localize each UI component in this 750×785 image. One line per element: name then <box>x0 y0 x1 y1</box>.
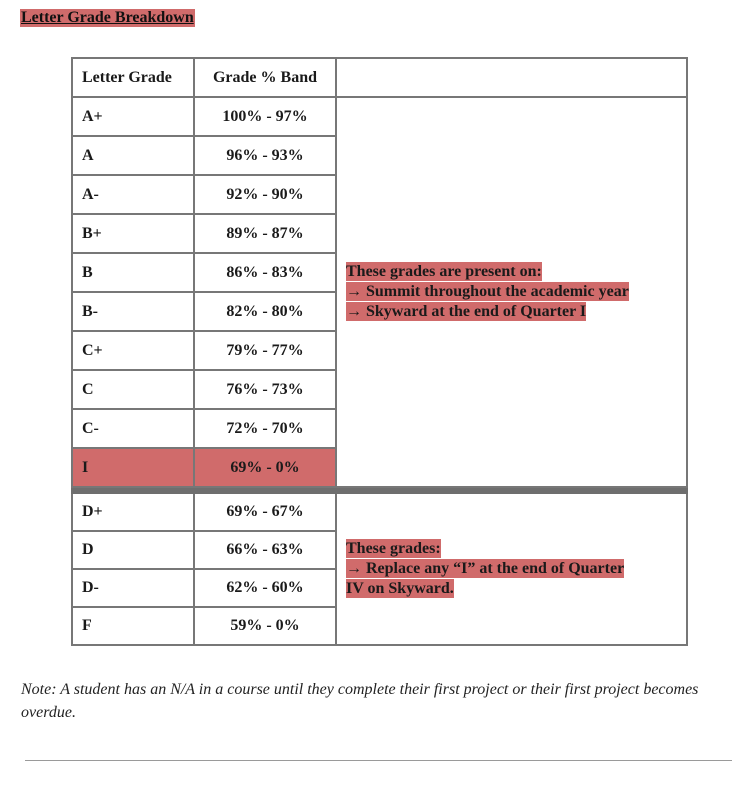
lower-note-line: These grades: <box>346 540 441 557</box>
letter-grade-cell: D+ <box>72 493 194 531</box>
grade-band-cell: 66% - 63% <box>194 531 336 569</box>
grade-table <box>71 57 688 646</box>
table-row <box>72 97 687 136</box>
letter-grade-cell: C- <box>72 409 194 448</box>
grade-band-cell: 79% - 77% <box>194 331 336 370</box>
lower-notes-cell <box>336 493 687 645</box>
grade-band-cell: 82% - 80% <box>194 292 336 331</box>
letter-grade-cell: A+ <box>72 97 194 136</box>
grade-band-cell: 69% - 0% <box>194 448 336 487</box>
grade-band-cell: 89% - 87% <box>194 214 336 253</box>
grade-band-cell: 72% - 70% <box>194 409 336 448</box>
grade-band-cell: 92% - 90% <box>194 175 336 214</box>
upper-note-line: → Skyward at the end of Quarter I <box>346 303 587 320</box>
letter-grade-cell: B- <box>72 292 194 331</box>
letter-grade-cell: D- <box>72 569 194 607</box>
letter-grade-cell: A- <box>72 175 194 214</box>
upper-notes-cell <box>336 97 687 487</box>
upper-note-line: → Summit throughout the academic year <box>346 283 629 300</box>
header-letter-grade: Letter Grade <box>72 58 194 97</box>
table-row <box>72 493 687 531</box>
header-notes <box>336 58 687 97</box>
letter-grade-cell: D <box>72 531 194 569</box>
grade-band-cell: 59% - 0% <box>194 607 336 645</box>
grade-band-cell: 62% - 60% <box>194 569 336 607</box>
upper-note-line: These grades are present on: <box>346 263 542 280</box>
footnote: Note: A student has an N/A in a course until they complete their first project or their first project becomes overdue. <box>21 681 699 721</box>
grade-band-cell: 100% - 97% <box>194 97 336 136</box>
grade-band-cell: 69% - 67% <box>194 493 336 531</box>
table-header-row <box>72 58 687 97</box>
grade-band-cell: 86% - 83% <box>194 253 336 292</box>
page-title: Letter Grade Breakdown <box>21 9 194 26</box>
letter-grade-cell: F <box>72 607 194 645</box>
letter-grade-cell: C+ <box>72 331 194 370</box>
lower-note-line: → Replace any “I” at the end of Quarter <box>346 560 625 577</box>
header-grade-band: Grade % Band <box>194 58 336 97</box>
lower-note-line: IV on Skyward. <box>346 580 454 597</box>
letter-grade-cell: A <box>72 136 194 175</box>
grade-band-cell: 96% - 93% <box>194 136 336 175</box>
letter-grade-cell: I <box>72 448 194 487</box>
letter-grade-cell: B+ <box>72 214 194 253</box>
letter-grade-cell: B <box>72 253 194 292</box>
grade-band-cell: 76% - 73% <box>194 370 336 409</box>
letter-grade-cell: C <box>72 370 194 409</box>
horizontal-rule <box>25 760 732 761</box>
